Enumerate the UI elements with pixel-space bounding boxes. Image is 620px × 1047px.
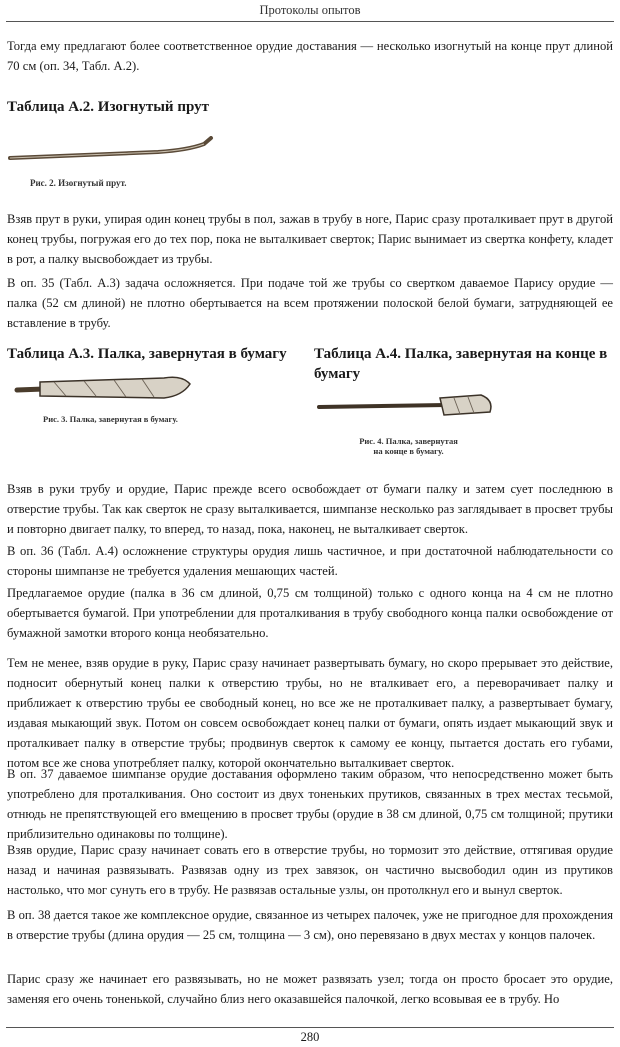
figure-stick-wrapped: [14, 368, 192, 408]
paragraph-6: Предлагаемое орудие (палка в 36 см длиной, 0,75 см толщиной) только с одного конца на 4 см не плотно обертывается бумагой. При употреблении для проталкивания в трубу свободного конца палки освобождение от бумажной замотки второго конца необязательно.: [7, 586, 613, 640]
fig4-caption-line2: на конце в бумагу.: [373, 446, 444, 456]
heading-table-a4: Таблица А.4. Палка, завернутая на конце в бумагу: [314, 346, 608, 382]
paragraph-11: Парис сразу же начинает его развязывать, но не может развязать узел; тогда он просто бросает это орудие, заменяя его очень тоненькой, случайно близ него оказавшейся палочкой, легко всовывая ее в трубу. Но: [7, 972, 613, 1006]
paragraph-7: Тем не менее, взяв орудие в руку, Парис сразу начинает развертывать бумагу, но скоро прерывает это действие, подносит обернутый конец палки к отверстию трубы, но не вталкивает его, а переворачивает палку и приближает к отверстию трубы ее свободный конец, но все же не проталкивает палку, а развертывает бумагу, издавая мыкающий звук. Потом он совсем освобождает конец палки от бумаги, опять издает мыкающий звук и проталкивает палку в отверстие трубы; продвинув сверток к самому ее концу, пытается достать его губами, потом все же снова употребляет палку, которой окончательно выталкивает сверток.: [7, 656, 613, 770]
paper-wrap-shape: [40, 377, 190, 398]
header-rule: [6, 21, 614, 22]
fig2-caption: Рис. 2. Изогнутый прут.: [30, 178, 127, 188]
paragraph-5: В оп. 36 (Табл. А.4) осложнение структуры орудия лишь частичное, и при достаточной наблюдательности со стороны шимпанзе не требуется удаления мешающих частей.: [7, 544, 613, 578]
heading-table-a2: Таблица А.2. Изогнутый прут: [7, 99, 209, 115]
running-head: Протоколы опытов: [259, 3, 361, 17]
footer-rule: [6, 1027, 614, 1028]
paragraph-4: Взяв в руки трубу и орудие, Парис прежде всего освобождает от бумаги палку и затем сует последнюю в отверстие трубы. Так как сверток не сразу выталкивается, шимпанзе несколько раз заглядывает в просвет трубы и повторно двигает палку, то вперед, то назад, пока, наконец, не выталкивает сверток.: [7, 482, 613, 536]
page-number: 280: [300, 1030, 320, 1044]
paragraph-1: Тогда ему предлагают более соответственное орудие доставания — несколько изогнутый на конце прут длиной 70 см (оп. 34, Табл. А.2).: [7, 39, 613, 73]
paragraph-10: В оп. 38 дается такое же комплексное орудие, связанное из четырех палочек, уже не пригодное для прохождения в отверстие трубы (длина орудия — 25 см, толщина — 3 см), оно перевязано в двух местах у концов палочек.: [7, 908, 613, 942]
bent-rod-shape: [10, 138, 211, 158]
paragraph-3: В оп. 35 (Табл. А.3) задача осложняется. При подаче той же трубы со свертком даваемое Парису орудие — палка (52 см длиной) не плотно обертывается на всем протяжении полоской белой бумаги, затрудняющей ее вставление в трубу.: [7, 276, 613, 330]
paragraph-9: Взяв орудие, Парис сразу начинает совать его в отверстие трубы, но тормозит это действие, оттягивая орудие назад и начиная развязывать. Развязав одну из трех завязок, он частично высвободил один из прутиков настолько, что мог сунуть его в трубу. Не развязав остальные узлы, он протолкнул его и вынул сверток.: [7, 843, 613, 897]
paragraph-2: Взяв прут в руки, упирая один конец трубы в пол, зажав в трубу в ноге, Парис сразу проталкивает прут в другой конец трубы, погружая его до тех пор, пока не выталкивает сверток; Парис вынимает из свертка конфету, кладет в рот, а палку высвобождает из трубы.: [7, 212, 613, 266]
figure-stick-end-wrapped: [316, 390, 496, 426]
figure-bent-rod: [8, 136, 216, 166]
end-wrap-shape: [440, 395, 491, 415]
paragraph-8: В оп. 37 даваемое шимпанзе орудие доставания оформлено таким образом, что непосредственно может быть употреблено для проталкивания. Оно состоит из двух тоненьких прутиков, связанных в трех местах тесьмой, отнюдь не препятствующей его вмещению в просвет трубы (орудие в 38 см длиной, 0,75 см толщиной; прутики приблизительно одинаковы по толщине).: [7, 767, 613, 841]
fig3-caption: Рис. 3. Палка, завернутая в бумагу.: [43, 414, 178, 424]
fig4-caption-line1: Рис. 4. Палка, завернутая: [359, 436, 458, 446]
heading-table-a3: Таблица А.3. Палка, завернутая в бумагу: [7, 346, 287, 362]
